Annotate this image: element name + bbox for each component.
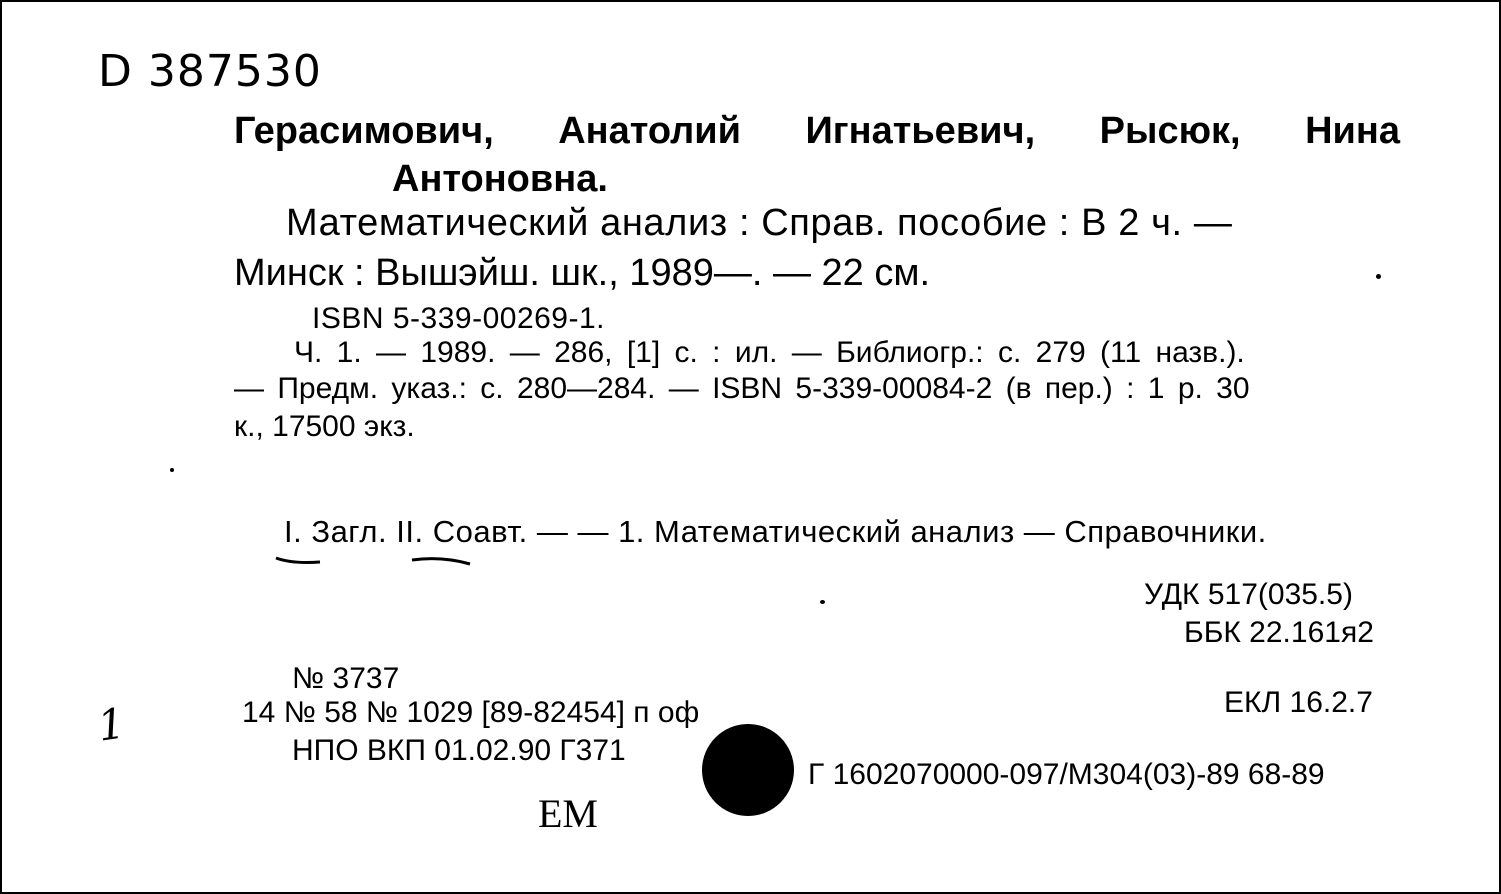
- pencil-underline-marks: [272, 542, 482, 572]
- isbn-line: ISBN 5-339-00269-1.: [312, 302, 606, 335]
- heading-word-2: Анатолий: [558, 110, 741, 152]
- heading-word-3: Игнатьевич,: [805, 110, 1036, 152]
- heading-word-1: Герасимович,: [234, 110, 494, 152]
- number-line: № 3737: [292, 662, 400, 695]
- volume-line-3: к., 17500 экз.: [234, 410, 415, 443]
- call-number: D 387530: [98, 46, 322, 97]
- tracings-line: I. Загл. II. Соавт. — — 1. Математический анализ — Справочники.: [284, 514, 1267, 549]
- stray-dot: [820, 600, 825, 604]
- volume-line-2: — Предм. указ.: с. 280—284. — ISBN 5-339-00084-2 (в пер.) : 1 р. 30: [234, 372, 1250, 405]
- author-heading: [234, 110, 1400, 153]
- handwritten-mark: 1: [94, 698, 129, 751]
- volume-line-1: Ч. 1. — 1989. — 286, [1] с. : ил. — Библиогр.: с. 279 (11 назв.).: [294, 336, 1245, 369]
- ekl-line: ЕКЛ 16.2.7: [1224, 686, 1373, 719]
- imprint-line: Минск : Вышэйш. шк., 1989—. — 22 см.: [234, 252, 931, 294]
- stray-dot: [1376, 274, 1381, 279]
- author-heading-continuation: Антоновна.: [392, 158, 608, 200]
- npo-line: НПО ВКП 01.02.90 Г371: [292, 734, 626, 767]
- heading-word-5: Нина: [1305, 110, 1400, 152]
- udk-line: УДК 517(035.5): [1144, 578, 1353, 611]
- title-line: Математический анализ : Справ. пособие : В 2 ч. —: [286, 202, 1233, 244]
- bbk-line: ББК 22.161я2: [1184, 616, 1374, 649]
- stamp-text: ЕМ: [538, 791, 598, 836]
- order-line: 14 № 58 № 1029 [89-82454] п оф: [242, 696, 700, 729]
- heading-word-4: Рысюк,: [1099, 110, 1241, 152]
- punch-hole: [702, 724, 794, 816]
- code-line: Г 1602070000-097/М304(03)-89 68-89: [808, 758, 1325, 791]
- stray-dot: [170, 468, 174, 472]
